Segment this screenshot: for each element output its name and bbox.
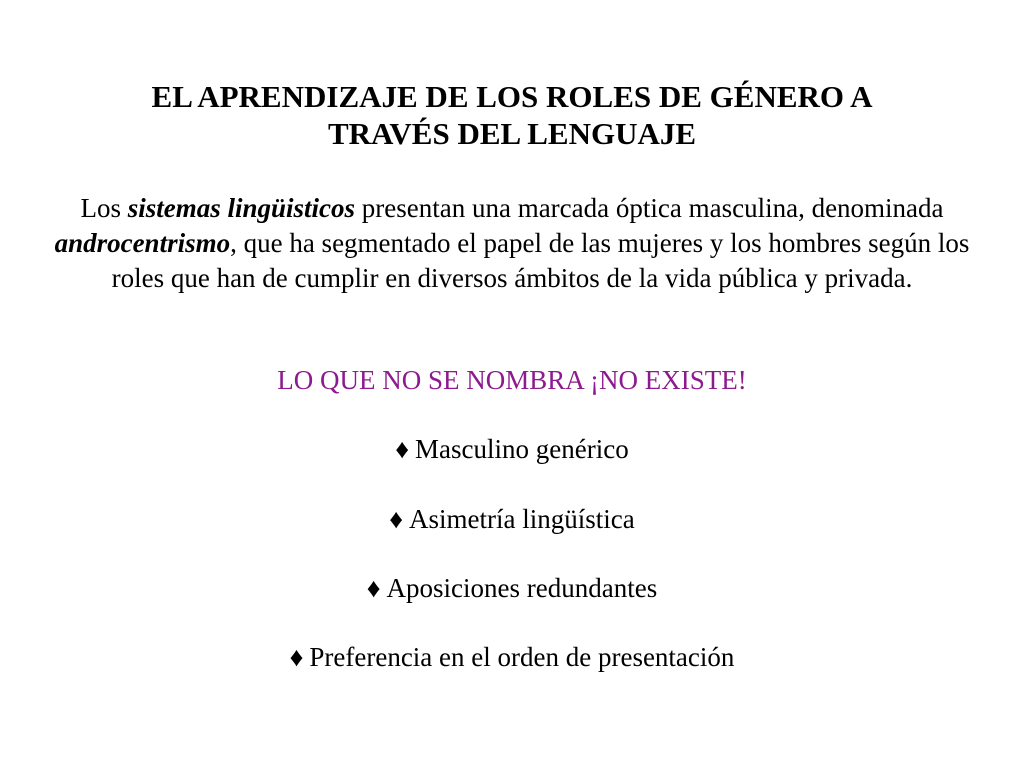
paragraph-text-2: presentan una marcada óptica masculina, denominada [355,193,944,223]
emphasis-androcentrismo: androcentrismo [54,228,231,258]
title-line-1: EL APRENDIZAJE DE LOS ROLES DE GÉNERO A [151,79,873,114]
emphasis-sistemas-linguisticos: sistemas lingüisticos [127,193,356,223]
diamond-bullet-icon: ♦ [395,434,410,464]
bullet-item [0,571,1024,606]
diamond-bullet-icon: ♦ [289,642,304,672]
diamond-bullet-icon: ♦ [389,504,404,534]
bullet-text: Masculino genérico [415,434,629,464]
bullet-item [0,640,1024,675]
paragraph-text-1: Los [80,193,128,223]
diamond-bullet-icon: ♦ [366,573,381,603]
bullet-text: Preferencia en el orden de presentación [309,642,735,672]
bullet-text: Aposiciones redundantes [386,573,658,603]
slide-title [0,78,1024,152]
bullet-text: Asimetría lingüística [409,504,635,534]
slogan: LO QUE NO SE NOMBRA ¡NO EXISTE! [277,365,747,395]
bullet-item [0,502,1024,537]
bullet-item [0,432,1024,467]
paragraph-text-3: , que ha segmentado el papel de las mujeres y los hombres según los roles que han de cumplir en diversos ámbitos de la vida pública y privada. [111,228,970,293]
title-line-2: TRAVÉS DEL LENGUAJE [327,116,697,151]
intro-paragraph [52,191,972,296]
